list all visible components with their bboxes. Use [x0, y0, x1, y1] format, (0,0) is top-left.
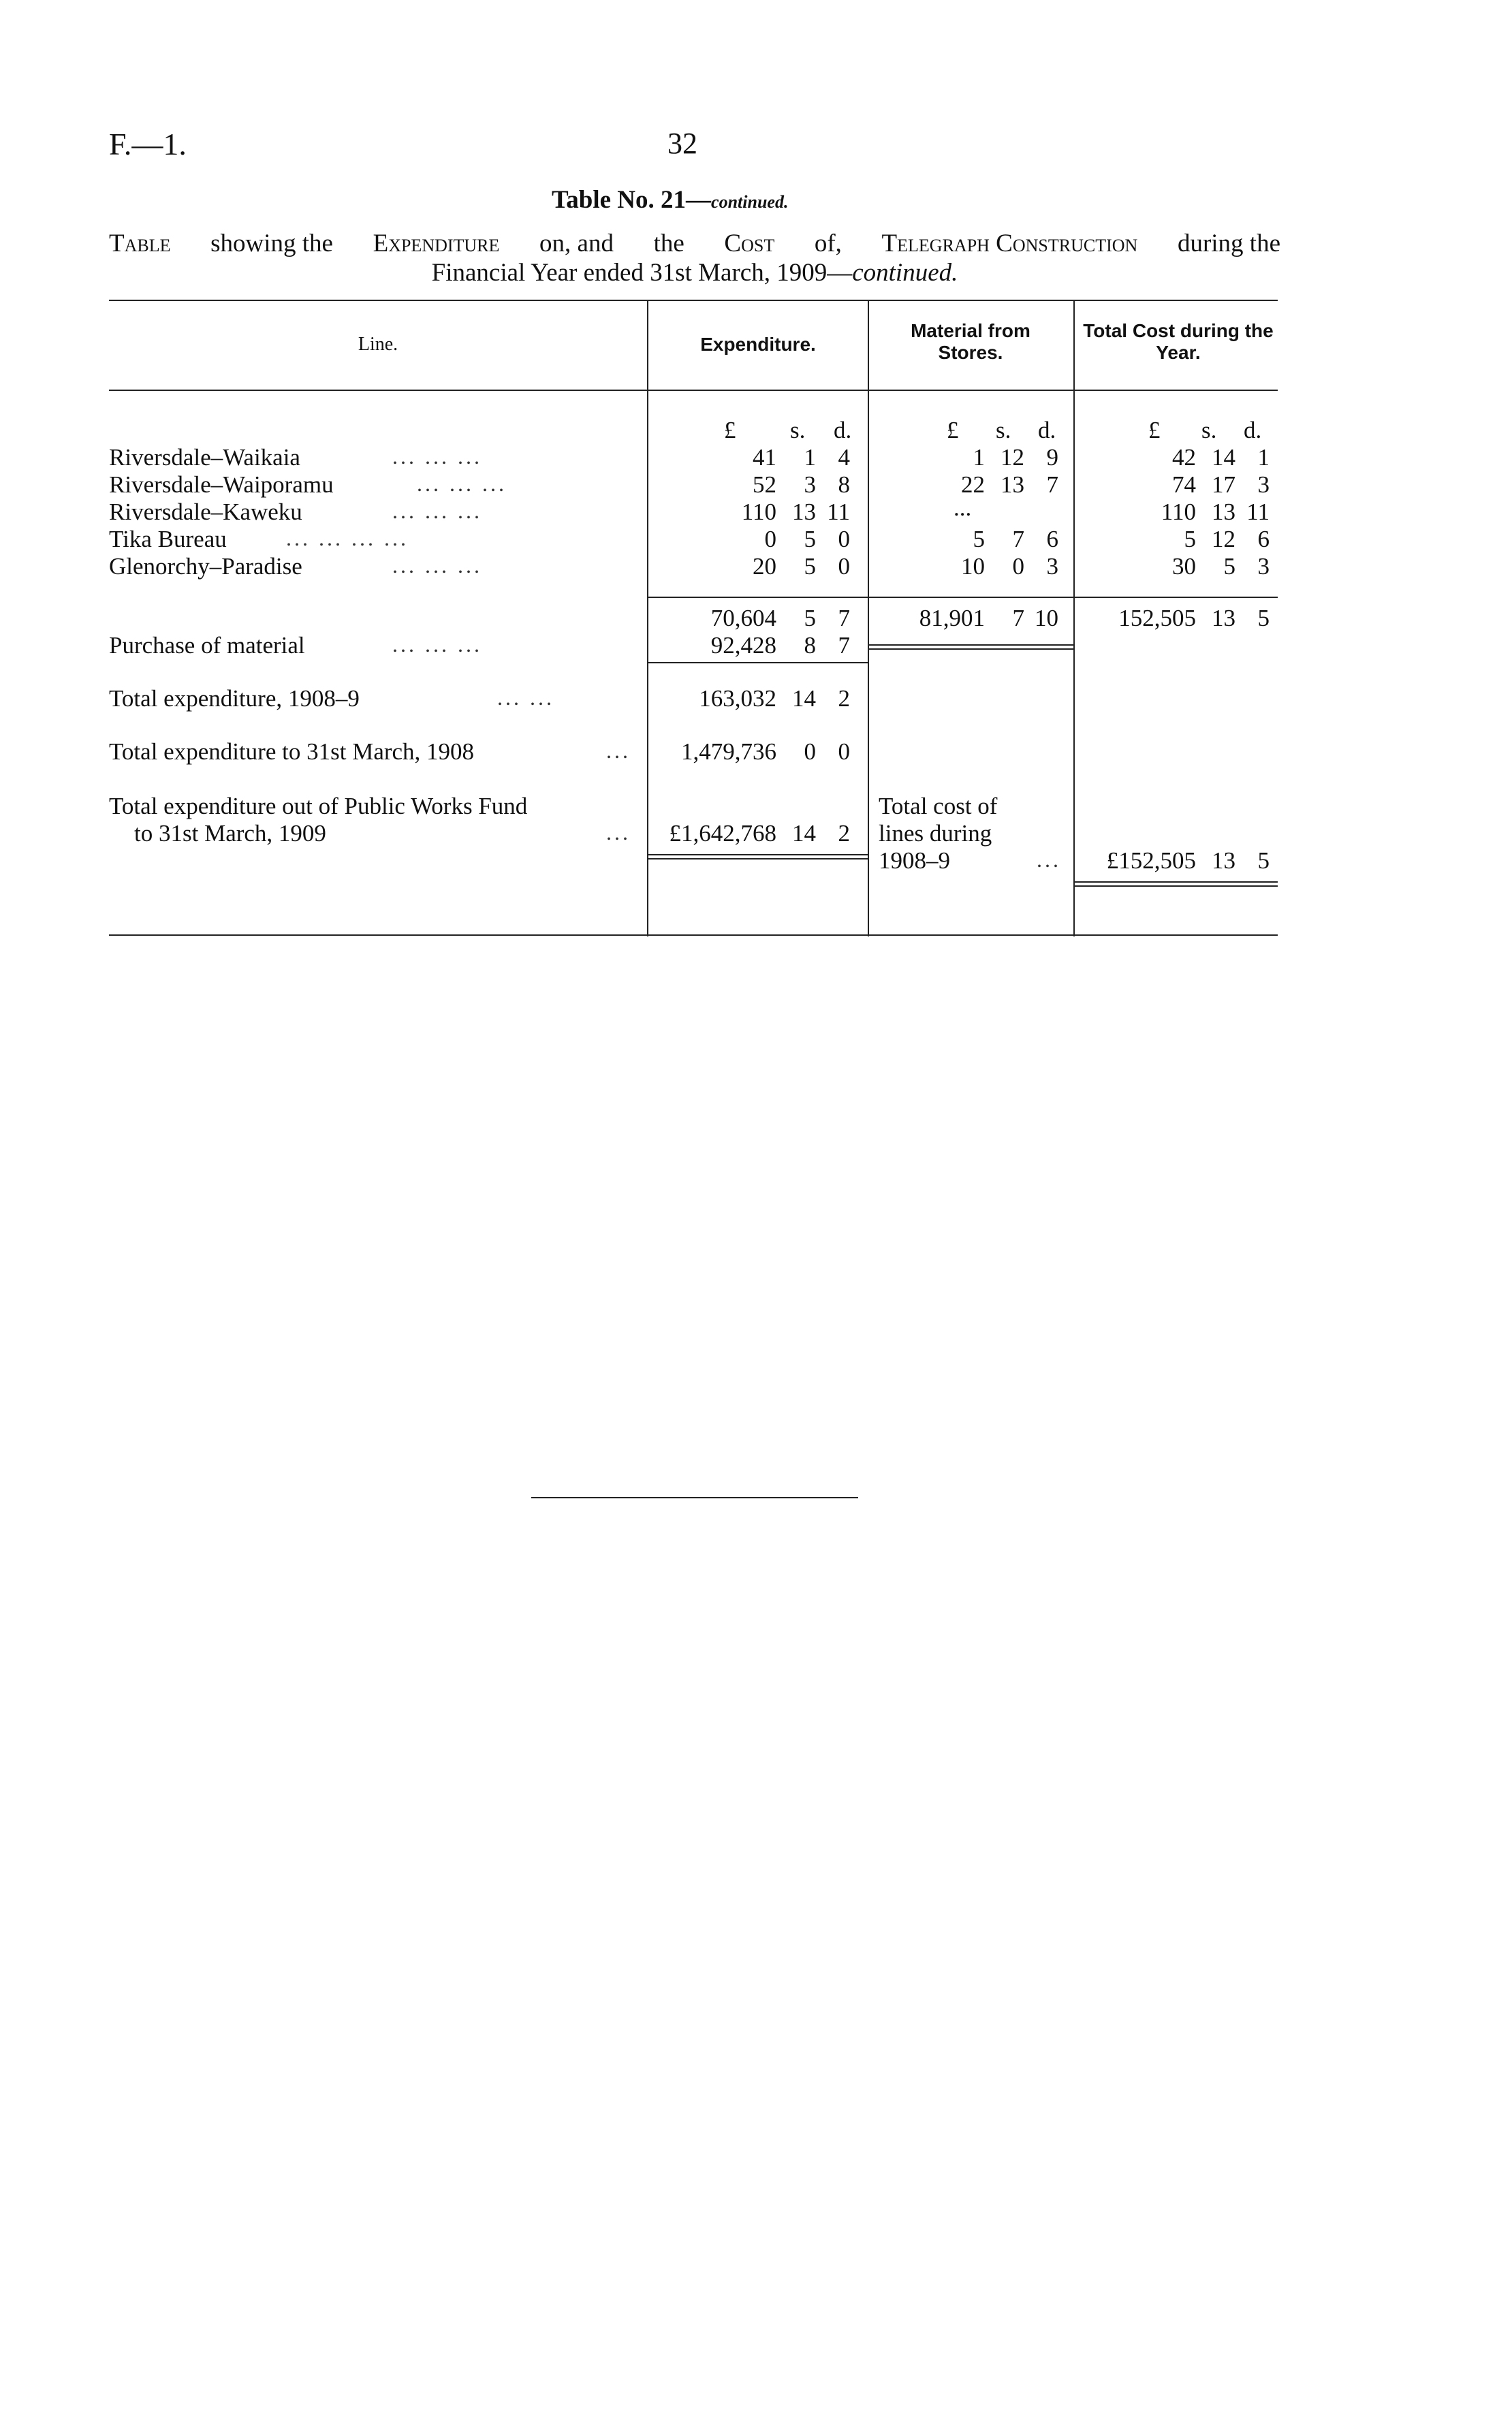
- double-rule: [1075, 881, 1278, 883]
- amount-pence: 9: [1046, 444, 1058, 471]
- total-cost-label-3: 1908–9: [879, 847, 950, 874]
- row-total: [1075, 444, 1270, 471]
- amount-pence: 11: [1246, 499, 1270, 525]
- column-header-material: Material from Stores.: [911, 320, 1030, 363]
- grand-total-cost: £152,505 13 5: [1106, 847, 1270, 874]
- grand-total-label-line2: to 31st March, 1909: [134, 820, 326, 847]
- table-bottom-rule: [109, 934, 1278, 936]
- page-number: 32: [667, 127, 697, 160]
- amount-pounds: 1: [973, 444, 985, 471]
- amount-pounds: 42: [1172, 444, 1196, 471]
- amount-pence: 3: [1257, 553, 1270, 580]
- amount-shillings: 12: [1001, 444, 1024, 471]
- purchase-expenditure: 92,428 8 7: [710, 632, 850, 659]
- subtotal-rule: [648, 597, 868, 598]
- amount-pence: 8: [838, 471, 850, 498]
- amount-shillings: 0: [1012, 553, 1024, 580]
- table-title-suffix: continued.: [711, 192, 789, 212]
- double-rule: [869, 648, 1073, 650]
- amount-shillings: 3: [804, 471, 816, 498]
- amount-shillings: 5: [1223, 553, 1235, 580]
- row-line-label: Riversdale–Kaweku: [109, 499, 302, 525]
- page-reference: F.—1.: [109, 127, 187, 161]
- row-line-label: Riversdale–Waikaia: [109, 444, 300, 471]
- table-caption: [109, 229, 1280, 287]
- row-line-label: Riversdale–Waiporamu: [109, 471, 334, 498]
- caption-word: Expenditure: [373, 230, 500, 257]
- caption-word: Cost: [724, 230, 775, 257]
- amount-shillings: 14: [1212, 444, 1235, 471]
- double-rule: [869, 644, 1073, 646]
- unit-pound: £: [947, 417, 959, 443]
- total-to-1908-expenditure: 1,479,736 0 0: [681, 738, 850, 765]
- row-expenditure: [648, 471, 850, 499]
- table-title: [552, 185, 788, 215]
- unit-pound: £: [724, 417, 736, 443]
- row-material: [869, 444, 1058, 471]
- amount-pence: 6: [1046, 526, 1058, 552]
- row-expenditure: [648, 526, 850, 553]
- caption-word: showing the: [210, 230, 333, 257]
- row-line-label: Glenorchy–Paradise: [109, 553, 302, 580]
- amount-pence: 7: [1046, 471, 1058, 498]
- double-rule: [648, 854, 868, 855]
- section-end-rule: [531, 1497, 858, 1498]
- double-rule: [648, 858, 868, 859]
- amount-pounds: 110: [1161, 499, 1196, 525]
- amount-pence: 0: [838, 553, 850, 580]
- amount-pounds: 0: [764, 526, 776, 552]
- amount-pence: 11: [827, 499, 850, 525]
- amount-shillings: 12: [1212, 526, 1235, 552]
- subtotal-total: 152,505 13 5: [1118, 605, 1270, 631]
- row-material: [869, 553, 1058, 580]
- amount-shillings: 13: [792, 499, 816, 525]
- leader-dots: ... ... ...: [392, 444, 482, 469]
- amount-pence: 0: [838, 526, 850, 552]
- amount-pence: 4: [838, 444, 850, 471]
- total-1908-9-label: Total expenditure, 1908–9: [109, 685, 360, 712]
- caption-word: the: [653, 230, 684, 257]
- amount-pence: 1: [1257, 444, 1270, 471]
- leader-dots: ... ...: [497, 685, 554, 710]
- amount-pence: 3: [1257, 471, 1270, 498]
- amount-pence: 3: [1046, 553, 1058, 580]
- amount-pounds: 22: [961, 471, 985, 498]
- leader-dots: ... ... ...: [417, 471, 507, 496]
- amount-shillings: 13: [1001, 471, 1024, 498]
- row-total: [1075, 499, 1270, 526]
- table-title-main: Table No. 21—: [552, 186, 712, 214]
- amount-pounds: 5: [973, 526, 985, 552]
- amount-shillings: 17: [1212, 471, 1235, 498]
- row-total: [1075, 553, 1270, 580]
- caption-word: of,: [814, 230, 842, 257]
- column-header-line: Line.: [358, 334, 398, 355]
- caption-line2: Financial Year ended 31st March, 1909—: [431, 259, 853, 287]
- unit-shilling: s.: [996, 417, 1011, 443]
- amount-shillings: 5: [804, 526, 816, 552]
- column-header-total: Total Cost during the Year.: [1083, 320, 1274, 363]
- leader-dots: ...: [606, 820, 631, 845]
- amount-pounds: 41: [753, 444, 776, 471]
- amount-pence: 6: [1257, 526, 1270, 552]
- leader-dots: ... ... ...: [392, 553, 482, 578]
- amount-shillings: 7: [1012, 526, 1024, 552]
- total-1908-9-expenditure: 163,032 14 2: [699, 685, 850, 712]
- leader-dots: ...: [1037, 847, 1061, 872]
- row-material-empty: ...: [954, 494, 972, 521]
- unit-pence: d.: [1038, 417, 1056, 443]
- amount-pounds: 52: [753, 471, 776, 498]
- caption-word: during the: [1177, 230, 1280, 257]
- subtotal-rule: [869, 597, 1073, 598]
- row-expenditure: [648, 553, 850, 580]
- caption-word: Table: [109, 230, 171, 257]
- leader-dots: ... ... ... ...: [286, 526, 409, 550]
- caption-word: on, and: [539, 230, 614, 257]
- amount-pounds: 20: [753, 553, 776, 580]
- amount-pounds: 110: [741, 499, 776, 525]
- unit-shilling: s.: [790, 417, 806, 443]
- grand-total-expenditure: £1,642,768 14 2: [669, 820, 850, 847]
- leader-dots: ... ... ...: [392, 632, 482, 657]
- table-top-rule: [109, 300, 1278, 301]
- leader-dots: ... ... ...: [392, 499, 482, 523]
- caption-word: Telegraph Construction: [881, 230, 1138, 257]
- unit-pound: £: [1148, 417, 1161, 443]
- row-line-label: Tika Bureau: [109, 526, 227, 552]
- amount-pounds: 74: [1172, 471, 1196, 498]
- row-total: [1075, 526, 1270, 553]
- total-cost-label-2: lines during: [879, 820, 992, 847]
- amount-pounds: 5: [1184, 526, 1196, 552]
- amount-shillings: 1: [804, 444, 816, 471]
- amount-pounds: 30: [1172, 553, 1196, 580]
- subtotal-rule: [1075, 597, 1278, 598]
- purchase-label: Purchase of material: [109, 632, 305, 659]
- amount-shillings: 5: [804, 553, 816, 580]
- purchase-rule: [648, 662, 868, 663]
- row-expenditure: [648, 444, 850, 471]
- amount-pounds: 10: [961, 553, 985, 580]
- unit-shilling: s.: [1201, 417, 1217, 443]
- leader-dots: ...: [606, 738, 631, 763]
- total-to-1908-label: Total expenditure to 31st March, 1908: [109, 738, 475, 765]
- grand-total-label-line1: Total expenditure out of Public Works Fund: [109, 793, 528, 819]
- amount-shillings: 13: [1212, 499, 1235, 525]
- total-cost-label-1: Total cost of: [879, 793, 998, 819]
- double-rule: [1075, 885, 1278, 887]
- subtotal-material: 81,901 7 10: [919, 605, 1058, 631]
- row-expenditure: [648, 499, 850, 526]
- unit-pence: d.: [1244, 417, 1262, 443]
- row-total: [1075, 471, 1270, 499]
- unit-pence: d.: [834, 417, 852, 443]
- column-header-expenditure: Expenditure.: [700, 334, 816, 355]
- row-material: [869, 526, 1058, 553]
- header-bottom-rule: [109, 390, 1278, 391]
- caption-line2-suffix: continued.: [852, 259, 958, 287]
- subtotal-expenditure: 70,604 5 7: [710, 605, 850, 631]
